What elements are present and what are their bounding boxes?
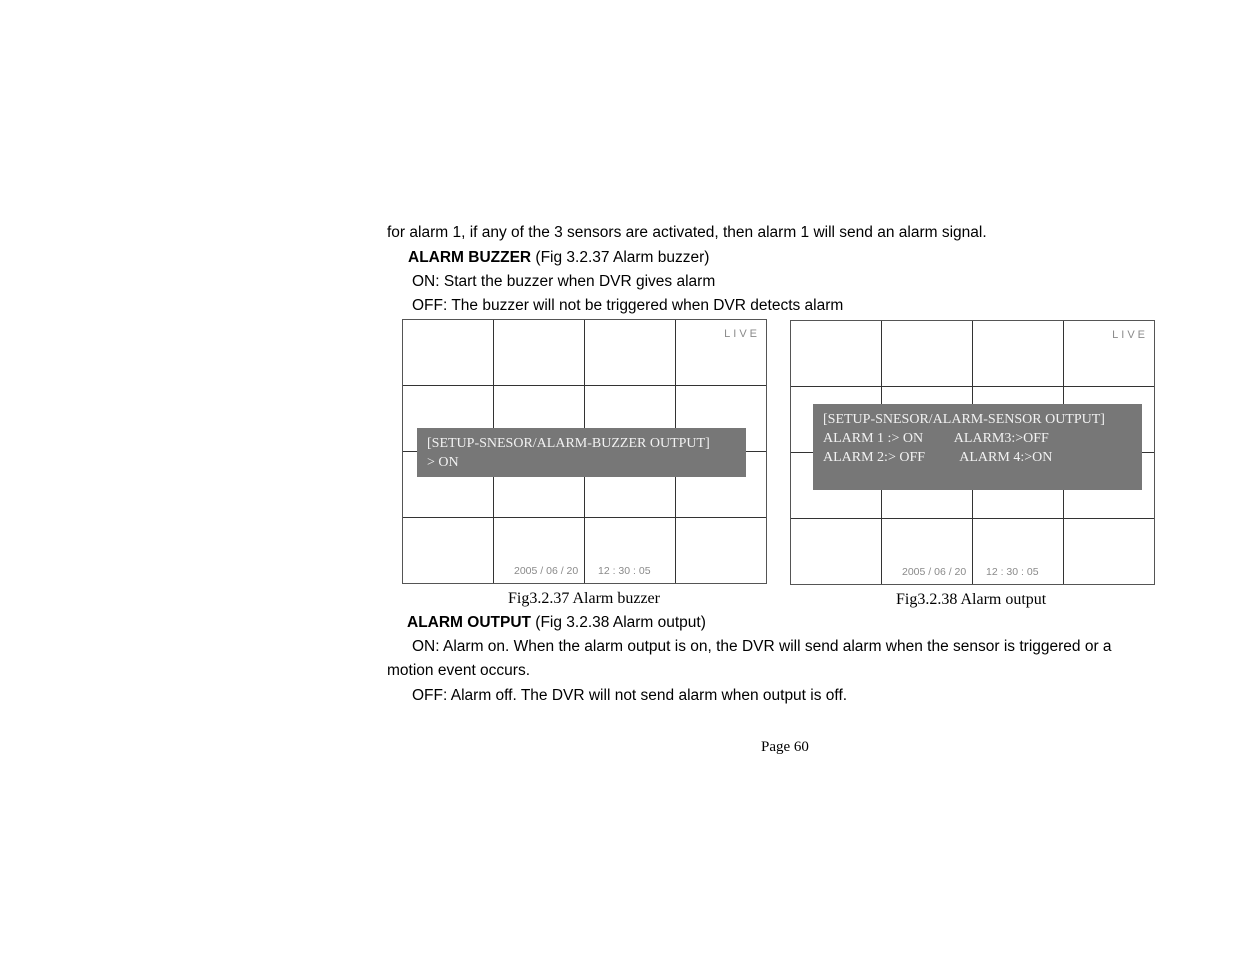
osd-menu-output [813, 404, 1142, 490]
alarm-output-heading [407, 613, 706, 633]
alarm-output-heading-ref: (Fig 3.2.38 Alarm output) [531, 614, 706, 631]
output-off-text: OFF: Alarm off. The DVR will not send alarm when output is off. [412, 687, 848, 704]
alarm-buzzer-heading [408, 248, 709, 268]
dvr-screen-alarm-buzzer [402, 319, 767, 584]
grid-line [403, 385, 766, 386]
time-stamp: 12 : 30 : 05 [986, 566, 1039, 578]
alarm-output-heading-bold: ALARM OUTPUT [407, 614, 531, 631]
output-on-text-line2: motion event occurs. [387, 662, 531, 679]
output-on-text-line1: ON: Alarm on. When the alarm output is on, the DVR will send alarm when the sensor is triggered or a [412, 638, 1112, 655]
osd-line: ALARM 2:> OFF ALARM 4:>ON [823, 450, 1053, 465]
grid-line [791, 386, 1154, 387]
date-stamp: 2005 / 06 / 20 [514, 565, 579, 577]
osd-menu-buzzer [417, 428, 746, 477]
osd-line: [SETUP-SNESOR/ALARM-SENSOR OUTPUT] [823, 412, 1105, 427]
time-stamp: 12 : 30 : 05 [598, 565, 651, 577]
intro-text: for alarm 1, if any of the 3 sensors are activated, then alarm 1 will send an alarm signal. [387, 224, 987, 241]
alarm-buzzer-heading-bold: ALARM BUZZER [408, 249, 532, 266]
buzzer-on-text: ON: Start the buzzer when DVR gives alarm [412, 273, 716, 290]
grid-line [791, 518, 1154, 519]
buzzer-off-text: OFF: The buzzer will not be triggered when DVR detects alarm [412, 297, 844, 314]
osd-line: > ON [427, 455, 459, 470]
osd-line: ALARM 1 :> ON ALARM3:>OFF [823, 431, 1049, 446]
figure-caption-buzzer: Fig3.2.37 Alarm buzzer [508, 590, 660, 607]
live-label: LIVE [724, 328, 760, 340]
alarm-buzzer-heading-ref: (Fig 3.2.37 Alarm buzzer) [531, 249, 710, 266]
dvr-screen-alarm-output [790, 320, 1155, 585]
grid-line [403, 517, 766, 518]
date-stamp: 2005 / 06 / 20 [902, 566, 967, 578]
figure-caption-output: Fig3.2.38 Alarm output [896, 591, 1047, 608]
live-label: LIVE [1112, 329, 1148, 341]
osd-line: [SETUP-SNESOR/ALARM-BUZZER OUTPUT] [427, 436, 710, 451]
page-number: Page 60 [761, 739, 809, 755]
